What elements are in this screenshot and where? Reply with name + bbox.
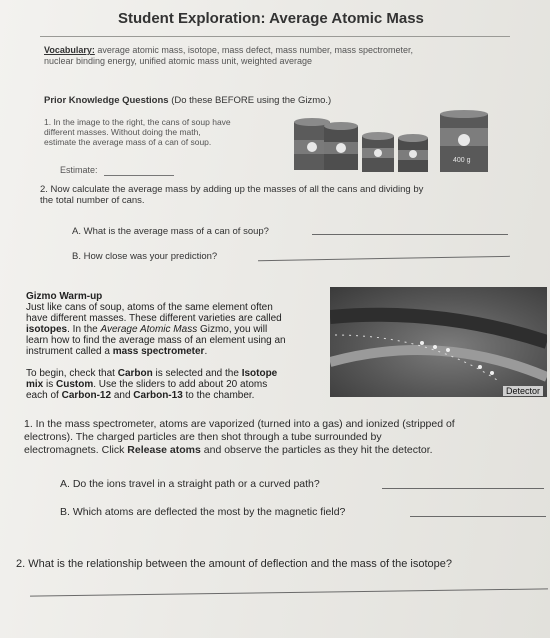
ion-particle [420, 341, 424, 345]
gizmo-warmup-text [26, 291, 286, 357]
prior-knowledge-title: Prior Knowledge Questions [44, 95, 169, 106]
ion-particle [446, 348, 450, 352]
soup-can [440, 110, 488, 172]
answer-line-2a[interactable] [312, 234, 508, 235]
ion-particle [433, 345, 437, 349]
term-isotopes: isotopes [26, 324, 68, 335]
begin-line [26, 368, 277, 379]
q1-text: and observe the particles as they hit the detector. [200, 444, 433, 456]
prior-question-1-line: 1. In the image to the right, the cans of soup have [44, 117, 231, 127]
gizmo-begin-text [26, 368, 277, 401]
gizmo-line [26, 346, 286, 357]
gizmo-text: instrument called a [26, 346, 113, 357]
term-custom: Custom [56, 379, 94, 390]
warmup-question-1a: A. Do the ions travel in a straight path or a curved path? [60, 478, 320, 490]
can-mass-label: 400 g [453, 157, 471, 164]
answer-line-1a[interactable] [382, 488, 544, 489]
prior-question-2a: A. What is the average mass of a can of soup? [72, 226, 269, 237]
answer-line-1b[interactable] [410, 516, 546, 517]
vocabulary-terms-1: average atomic mass, isotope, mass defect, mass number, mass spectrometer, [97, 45, 414, 55]
mass-spectrometer-image [330, 287, 547, 397]
spectrometer-drawing [330, 287, 547, 397]
vocabulary-line-1 [44, 45, 413, 55]
term-mass-spectrometer: mass spectrometer [112, 346, 205, 357]
page-title: Student Exploration: Average Atomic Mass [118, 10, 424, 27]
warmup-question-1-line [24, 444, 455, 457]
begin-text: To begin, check that [26, 368, 118, 379]
prior-knowledge-heading [44, 95, 331, 106]
warmup-question-1-line: electrons). The charged particles are then shot through a tube surrounded by [24, 431, 382, 443]
begin-text: each of [26, 390, 62, 401]
soup-can [398, 134, 428, 172]
prior-question-1-line: estimate the average mass of a can of soup. [44, 137, 212, 147]
gizmo-text: Gizmo, you will [197, 324, 268, 335]
gizmo-text: . In the [67, 324, 101, 335]
gizmo-line [26, 324, 286, 335]
prior-question-2-line: 2. Now calculate the average mass by adding up the masses of all the cans and dividing by [40, 184, 424, 195]
prior-knowledge-note: (Do these BEFORE using the Gizmo.) [171, 95, 332, 106]
answer-line-2b[interactable] [258, 256, 510, 261]
title-divider [40, 36, 510, 37]
term-mix: mix [26, 379, 44, 390]
gizmo-warmup-title: Gizmo Warm-up [26, 291, 103, 302]
prior-question-2b: B. How close was your prediction? [72, 251, 218, 262]
gizmo-warmup-heading [26, 291, 286, 302]
ion-particle [490, 371, 494, 375]
begin-text: and [111, 390, 134, 401]
answer-line-2[interactable] [30, 588, 548, 596]
term-carbon-12: Carbon-12 [61, 390, 112, 401]
q1-text: electromagnets. Click [24, 444, 128, 456]
term-carbon: Carbon [117, 368, 153, 379]
begin-line [26, 390, 277, 401]
gizmo-name: Average Atomic Mass [100, 324, 198, 335]
gizmo-line: have different masses. These different varieties are called [26, 313, 282, 324]
soup-can [362, 132, 394, 172]
warmup-question-1 [24, 418, 455, 457]
begin-text: to the chamber. [182, 390, 255, 401]
warmup-question-2: 2. What is the relationship between the amount of deflection and the mass of the isotope? [16, 558, 452, 570]
gizmo-line: learn how to find the average mass of an element using an [26, 335, 286, 346]
estimate-label: Estimate: [60, 165, 98, 175]
soup-can [324, 122, 358, 170]
begin-text: is [43, 379, 57, 390]
release-atoms-term: Release atoms [127, 444, 201, 456]
prior-question-1 [44, 117, 231, 147]
prior-question-1-line: different masses. Without doing the math, [44, 127, 201, 137]
gizmo-text: . [204, 346, 208, 357]
prior-question-2-line: the total number of cans. [40, 195, 145, 206]
prior-question-2 [40, 184, 423, 206]
begin-text: . Use the sliders to add about 20 atoms [93, 379, 268, 390]
term-isotope: Isotope [241, 368, 278, 379]
warmup-question-1-line: 1. In the mass spectrometer, atoms are vaporized (turned into a gas) and ionized (stripped of [24, 418, 455, 430]
ion-path-band [330, 350, 547, 377]
spectrometer-tube [330, 315, 547, 342]
detector-label: Detector [503, 386, 543, 396]
begin-text: is selected and the [152, 368, 242, 379]
ion-particle [478, 365, 482, 369]
vocabulary-label: Vocabulary: [44, 45, 95, 55]
gizmo-line: Just like cans of soup, atoms of the same element often [26, 302, 273, 313]
estimate-answer-line[interactable] [104, 175, 174, 176]
vocabulary-line-2: nuclear binding energy, unified atomic mass unit, weighted average [44, 56, 312, 66]
soup-cans-image [290, 110, 510, 178]
term-carbon-13: Carbon-13 [133, 390, 183, 401]
warmup-question-1b: B. Which atoms are deflected the most by the magnetic field? [60, 506, 346, 518]
begin-line [26, 379, 277, 390]
